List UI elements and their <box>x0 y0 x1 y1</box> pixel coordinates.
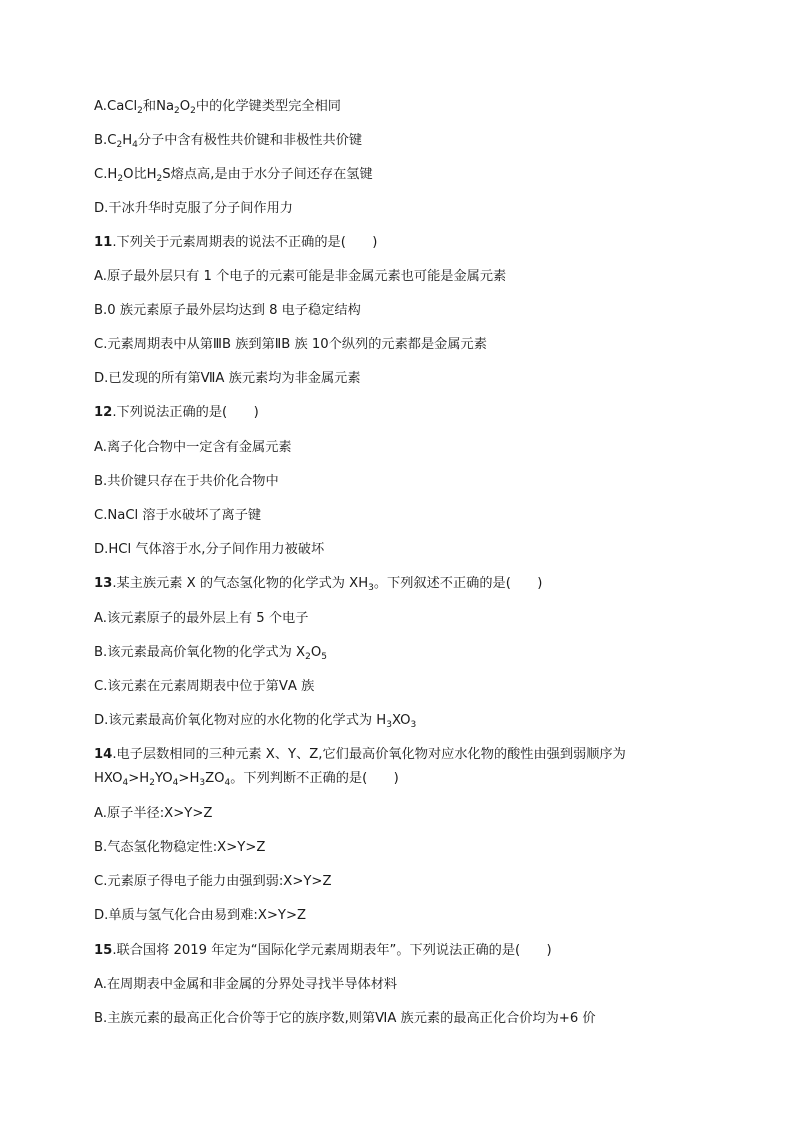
line-text: .电子层数相同的三种元素 X、Y、Z,它们最高价氧化物对应水化物的酸性由强到弱顺序为 <box>112 747 626 762</box>
option-line <box>94 507 261 525</box>
line-text: B.主族元素的最高正化合价等于它的族序数,则第ⅥA 族元素的最高正化合价均为+6 价 <box>94 1011 596 1026</box>
option-line <box>94 370 361 388</box>
option-line <box>94 976 397 994</box>
question-number: 11 <box>94 235 113 250</box>
line-text: C.NaCl 溶于水破坏了离子键 <box>94 508 262 523</box>
option-line <box>94 644 327 662</box>
line-text: B.该元素最高价氧化物的化学式为 $X_2O_5$ <box>94 645 327 662</box>
option-line <box>94 166 373 184</box>
line-text: B.气态氢化物稳定性:X>Y>Z <box>94 840 266 855</box>
question-number: 15 <box>94 943 113 958</box>
option-line <box>94 302 361 320</box>
option-line <box>94 336 487 354</box>
option-line <box>94 268 506 286</box>
option-line <box>94 805 212 823</box>
line-text: C.元素原子得电子能力由强到弱:X>Y>Z <box>94 874 332 889</box>
line-text: .联合国将 2019 年定为“国际化学元素周期表年”。下列说法正确的是( ) <box>112 943 552 958</box>
line-text: C.元素周期表中从第ⅢB 族到第ⅡB 族 10个纵列的元素都是金属元素 <box>94 337 487 352</box>
line-text: A.CaCl$_2$和$Na_2O_2$中的化学键类型完全相同 <box>94 99 341 116</box>
question-line <box>94 942 552 960</box>
line-text: A.在周期表中金属和非金属的分界处寻找半导体材料 <box>94 977 398 992</box>
line-text: $C.H_2O$比$H_2S$熔点高,是由于水分子间还存在氢键 <box>94 167 373 184</box>
question-number: 13 <box>94 576 113 591</box>
line-text: A.离子化合物中一定含有金属元素 <box>94 440 292 455</box>
option-line <box>94 1010 596 1028</box>
option-line <box>94 839 265 857</box>
line-text: D.单质与氢气化合由易到难:X>Y>Z <box>94 908 307 923</box>
line-text: .下列说法正确的是( ) <box>112 405 259 420</box>
option-line <box>94 541 324 559</box>
line-text: C.该元素在元素周期表中位于第ⅤA 族 <box>94 679 315 694</box>
line-text: D.干冰升华时克服了分子间作用力 <box>94 201 293 216</box>
line-text: D.已发现的所有第ⅦA 族元素均为非金属元素 <box>94 371 361 386</box>
option-line <box>94 200 293 218</box>
option-line <box>94 473 279 491</box>
question-line <box>94 234 377 252</box>
line-text: $HXO_4>H_2YO_4>H_3ZO_4$。下列判断不正确的是( ) <box>94 771 399 788</box>
option-line <box>94 712 416 730</box>
line-text: .下列关于元素周期表的说法不正确的是( ) <box>112 235 378 250</box>
question-number: 12 <box>94 405 113 420</box>
question-line <box>94 746 626 764</box>
option-line <box>94 873 332 891</box>
option-line <box>94 610 308 628</box>
question-number: 14 <box>94 747 113 762</box>
line-text: D.HCl 气体溶于水,分子间作用力被破坏 <box>94 542 325 557</box>
option-line <box>94 907 306 925</box>
question-continuation <box>94 770 399 788</box>
line-text: A.原子半径:X>Y>Z <box>94 806 213 821</box>
line-text: A.原子最外层只有 1 个电子的元素可能是非金属元素也可能是金属元素 <box>94 269 507 284</box>
line-text: .某主族元素 X 的气态氢化物的化学式为 $XH_3$。下列叙述不正确的是( ) <box>112 576 543 593</box>
option-line <box>94 439 292 457</box>
question-line <box>94 575 542 593</box>
option-line <box>94 132 362 150</box>
question-line <box>94 404 259 422</box>
option-line <box>94 678 314 696</box>
line-text: B.共价键只存在于共价化合物中 <box>94 474 279 489</box>
line-text: B.0 族元素原子最外层均达到 8 电子稳定结构 <box>94 303 361 318</box>
line-text: D.该元素最高价氧化物对应的水化物的化学式为 $H_3XO_3$ <box>94 713 417 730</box>
option-line <box>94 98 341 116</box>
line-text: A.该元素原子的最外层上有 5 个电子 <box>94 611 309 626</box>
line-text: $B.C_2H_4$分子中含有极性共价键和非极性共价键 <box>94 133 363 150</box>
